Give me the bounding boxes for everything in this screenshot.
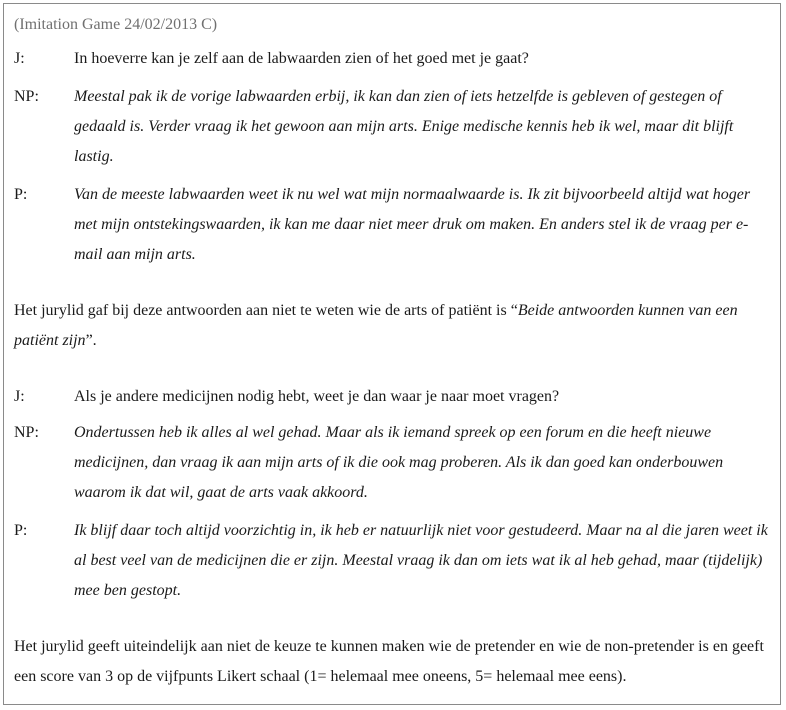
- dialogue-line-j-1: [14, 44, 768, 74]
- verdict-prefix: Het jurylid gaf bij deze antwoorden aan niet te weten wie de arts of patiënt is “: [14, 302, 518, 319]
- jury-verdict-1: [14, 296, 768, 356]
- dialogue-line-p-1: [14, 180, 768, 270]
- dialogue-text: Van de meeste labwaarden weet ik nu wel wat mijn normaalwaarde is. Ik zit bijvoorbeeld altijd wat hoger met mijn ontstekingswaarden, ik kan me daar niet meer druk om maken. En anders stel ik de vraag per e-mail aan mijn arts.: [74, 186, 751, 263]
- verdict-quote: Beide antwoorden kunnen van een patiënt zijn: [14, 302, 738, 349]
- dialogue-text: Als je andere medicijnen nodig hebt, weet je dan waar je naar moet vragen?: [74, 388, 560, 405]
- speaker-label: P:: [14, 522, 28, 539]
- dialogue-line-np-2: [14, 418, 768, 508]
- speaker-label: J:: [14, 50, 25, 67]
- dialogue-text: Ondertussen heb ik alles al wel gehad. Maar als ik iemand spreek op een forum en die heeft nieuwe medicijnen, dan vraag ik aan mijn arts of ik die ook mag proberen. Als ik dan goed kan onderbouwen waarom ik dat wil, gaat de arts vaak akkoord.: [74, 424, 724, 501]
- speaker-label: P:: [14, 186, 28, 203]
- document-frame: [3, 3, 781, 705]
- speaker-label: J:: [14, 388, 25, 405]
- jury-verdict-2: Het jurylid geeft uiteindelijk aan niet de keuze te kunnen maken wie de pretender en wie de non-pretender is en geeft een score van 3 op de vijfpunts Likert schaal (1= helemaal mee oneens, 5= helemaal mee eens).: [14, 638, 764, 685]
- source-caption: (Imitation Game 24/02/2013 C): [14, 16, 218, 33]
- dialogue-line-p-2: [14, 516, 768, 606]
- verdict-suffix: ”.: [85, 332, 97, 349]
- dialogue-line-np-1: [14, 82, 768, 172]
- dialogue-text: Meestal pak ik de vorige labwaarden erbij, ik kan dan zien of iets hetzelfde is gebleven of gestegen of gedaald is. Verder vraag ik het gewoon aan mijn arts. Enige medische kennis heb ik wel, maar dit blijft lastig.: [74, 88, 734, 165]
- speaker-label: NP:: [14, 424, 39, 441]
- dialogue-text: Ik blijf daar toch altijd voorzichtig in, ik heb er natuurlijk niet voor gestudeerd. Maar na al die jaren weet ik al best veel van de medicijnen die er zijn. Meestal vraag ik dan om iets wat ik al heb gehad, maar (tijdelijk) mee ben gestopt.: [74, 522, 768, 599]
- speaker-label: NP:: [14, 88, 39, 105]
- dialogue-line-j-2: [14, 382, 768, 412]
- dialogue-text: In hoeverre kan je zelf aan de labwaarden zien of het goed met je gaat?: [74, 50, 529, 67]
